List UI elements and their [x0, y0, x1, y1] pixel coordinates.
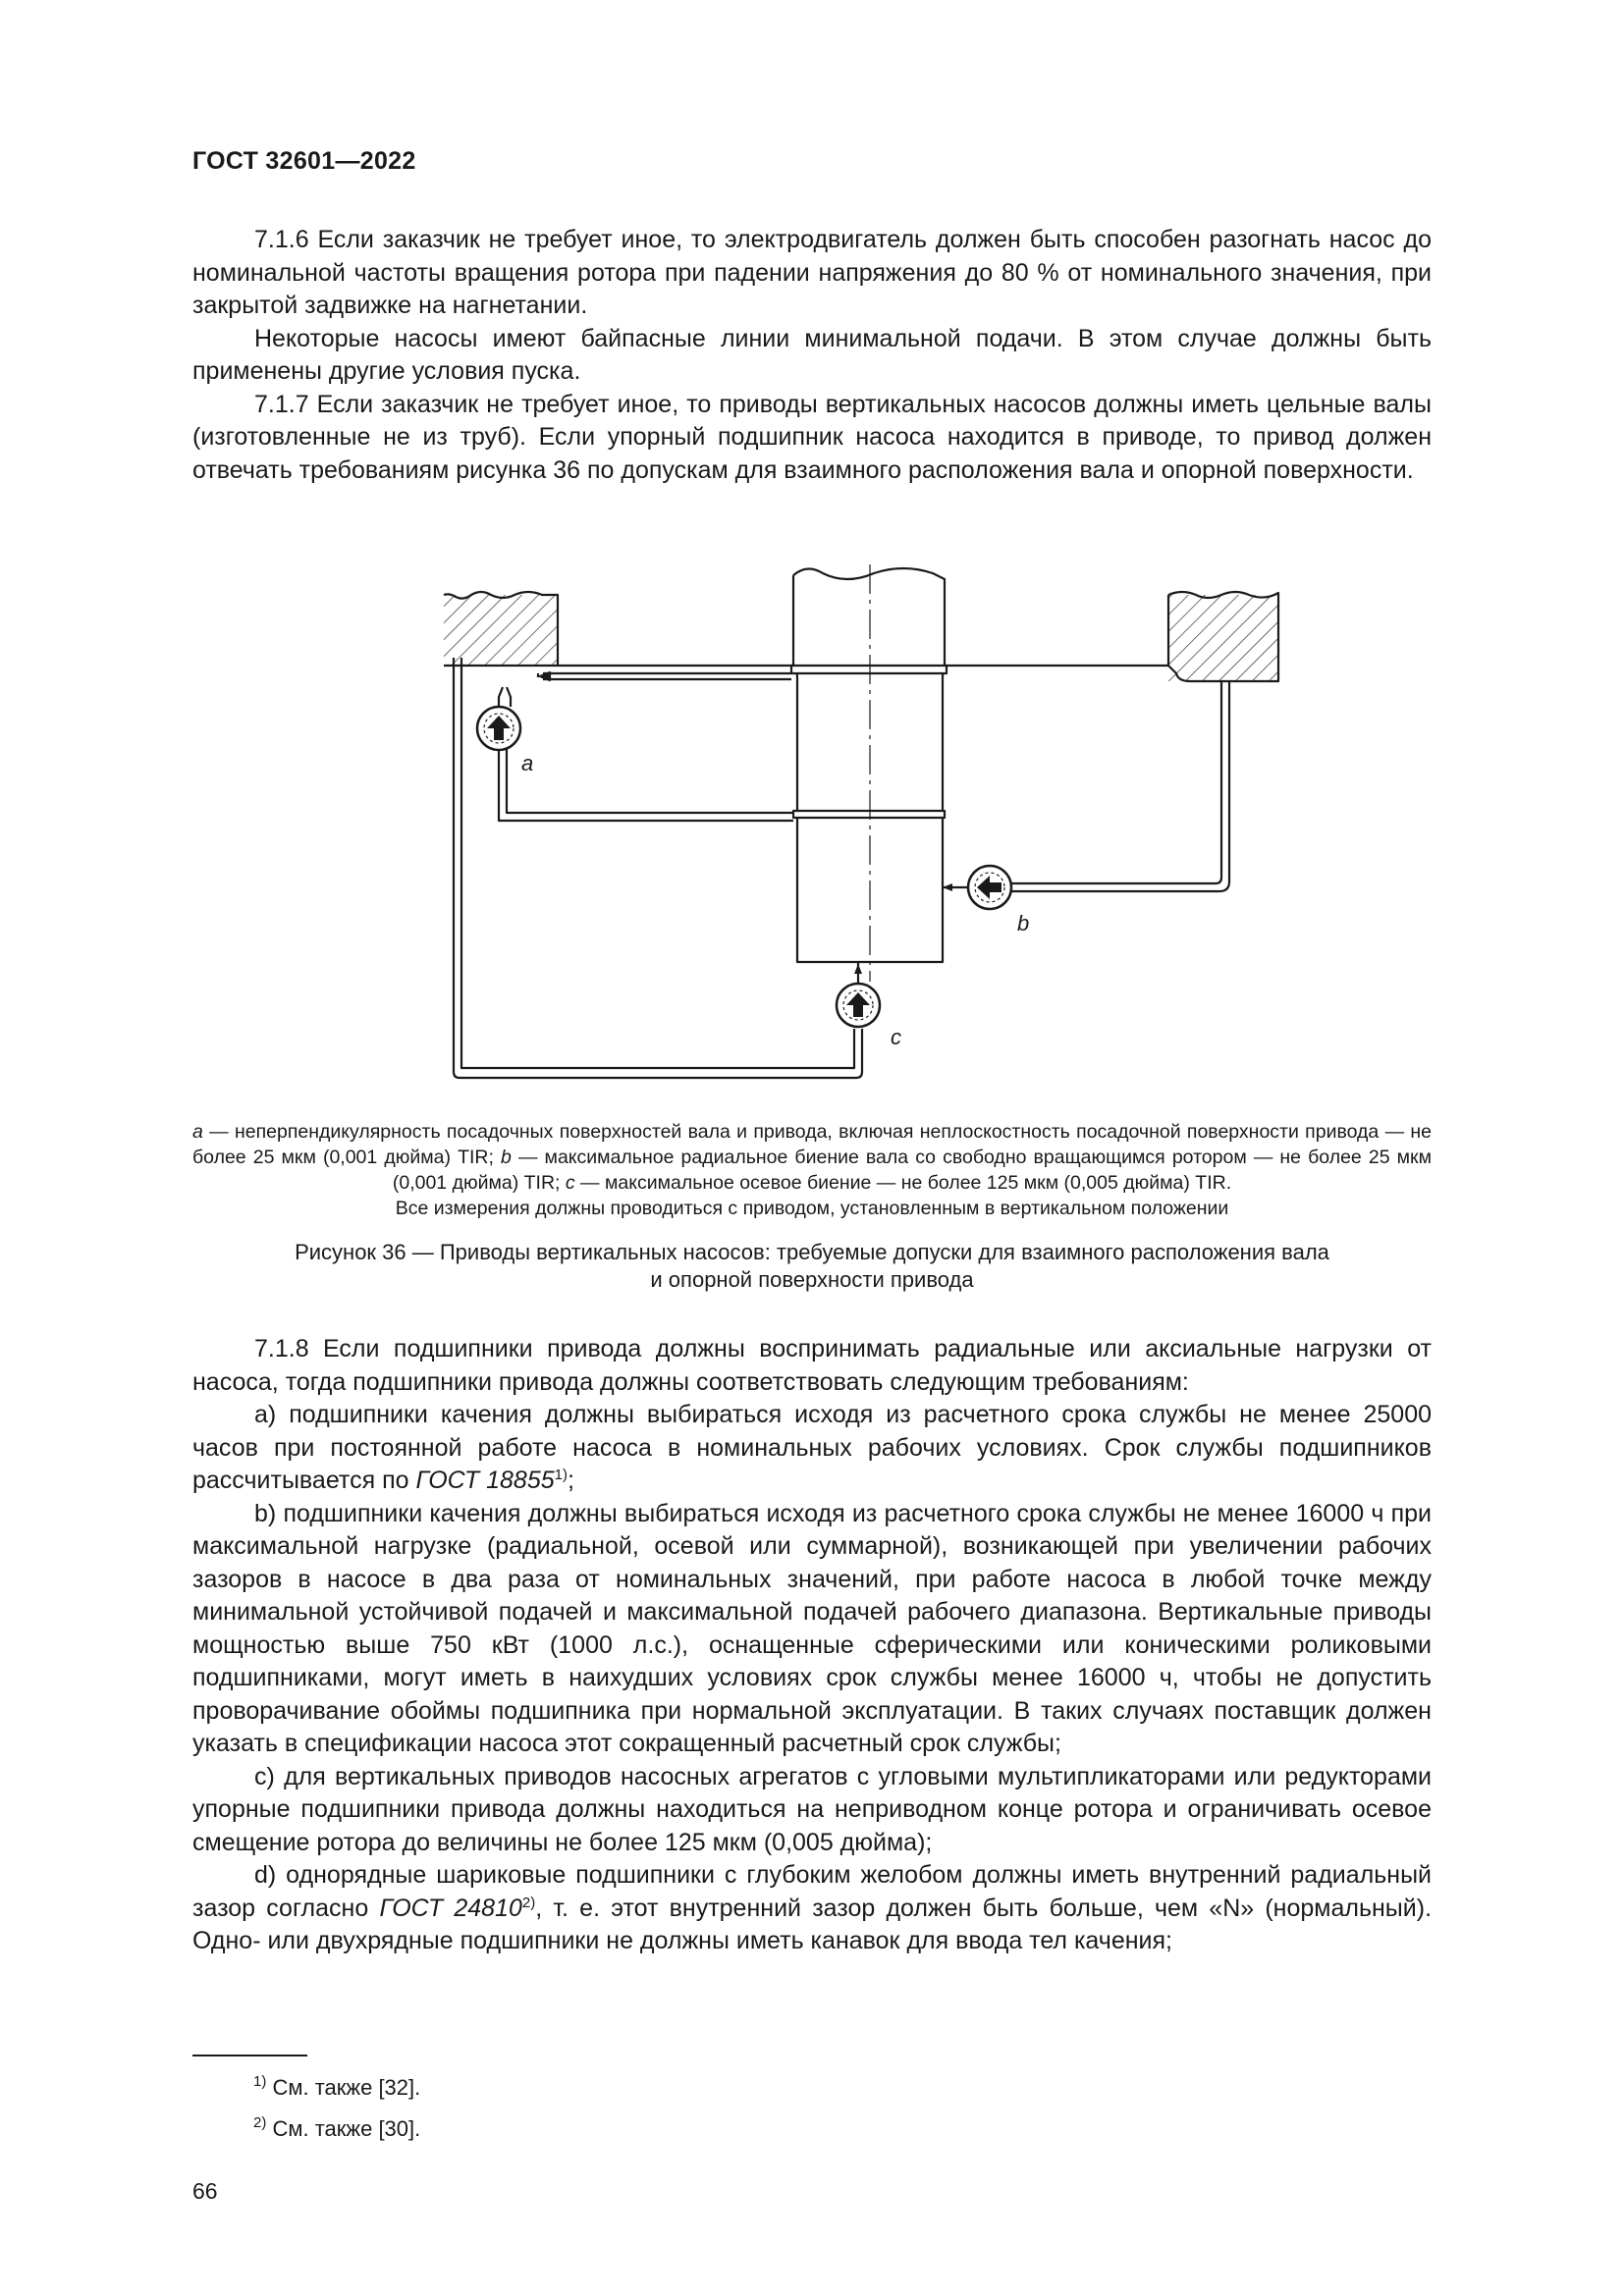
ref-gost-24810: ГОСТ 24810 [379, 1894, 522, 1922]
label-a: a [521, 751, 534, 775]
legend-note: Все измерения должны проводиться с приводом, установленным в вертикальном положении [395, 1198, 1229, 1219]
ref-gost-18855: ГОСТ 18855 [415, 1467, 555, 1494]
figure-36-diagram [422, 550, 1286, 1099]
label-b: b [1017, 911, 1030, 935]
section-7-1-8 [192, 1333, 1432, 1958]
figure-legend [192, 1119, 1432, 1221]
document-header: ГОСТ 32601—2022 [192, 147, 416, 175]
legend-text-b: — максимальное радиальное биение вала со свободно вращающимся ротором — не более 25 мкм (0,001 дюйма) TIR; [392, 1147, 1432, 1194]
footnote-1: $^{1)}$ См. также [32]. [253, 2073, 421, 2100]
gauge-a [477, 707, 520, 750]
caption-line-2: и опорной поверхности привода [650, 1267, 974, 1292]
gauge-b [968, 866, 1011, 909]
section-7-1-6-7-1-7 [192, 224, 1432, 487]
item-c: c) для вертикальных приводов насосных агрегатов с угловыми мультипликаторами или редукторами упорные подшипники привода должны находиться на неприводном конце ротора и ограничивать осевое смещение ротора до величины не более 125 мкм (0,005 дюйма); [192, 1762, 1432, 1856]
item-d: d) однорядные шариковые подшипники с глубоким желобом должны иметь внутренний радиальный зазор согласно ГОСТ 24810$^{2)}$, т. е. этот внутренний зазор должен быть больше, чем «N» (нормальный). Одно- или двухрядные подшипники не должны иметь канавок для ввода тел качения; [192, 1861, 1433, 1954]
legend-text-c: — максимальное осевое биение — не более 125 мкм (0,005 дюйма) TIR. [574, 1172, 1232, 1194]
paragraph-7-1-7: 7.1.7 Если заказчик не требует иное, то приводы вертикальных насосов должны иметь цельные валы (изготовленные не из труб). Если упорный подшипник насоса находится в приводе, то привод должен отвечать требованиям рисунка 36 по допускам для взаимного расположения вала и опорной поверхности. [192, 390, 1432, 484]
footnote-separator [192, 2055, 307, 2056]
footnote-ref-1: 1) [554, 1467, 568, 1483]
label-c: c [891, 1025, 901, 1049]
footnote-2: $^{2)}$ См. также [30]. [253, 2114, 421, 2141]
paragraph-7-1-8: 7.1.8 Если подшипники привода должны воспринимать радиальные или аксиальные нагрузки от насоса, тогда подшипники привода должны соответствовать следующим требованиям: [192, 1335, 1432, 1396]
left-mounting-flange [444, 595, 558, 666]
legend-text-a: — неперпендикулярность посадочных поверхностей вала и привода, включая неплоскостность посадочной поверхности привода — не более 25 мкм (0,001 дюйма) TIR; [192, 1121, 1432, 1168]
right-mounting-flange [1168, 595, 1278, 681]
page-number: 66 [192, 2178, 218, 2204]
legend-key-a: a [192, 1121, 203, 1143]
figure-caption [192, 1239, 1432, 1294]
gauge-c [837, 984, 880, 1027]
item-a: a) подшипники качения должны выбираться исходя из расчетного срока службы не менее 25000 часов при постоянной работе насоса в номинальных рабочих условиях. Срок службы подшипников рассчитывается по ГОСТ 18855$^{1)}$; [192, 1401, 1432, 1494]
legend-key-b: b [501, 1147, 512, 1168]
item-b: b) подшипники качения должны выбираться исходя из расчетного срока службы не менее 16000 ч при максимальной нагрузке (радиальной, осевой или суммарной), возникающей при увеличении рабочих зазоров в насосе в два раза от номинальных значений, при работе насоса в любой точке между минимальной устойчивой подачей и максимальной подачей рабочего диапазона. Вертикальные приводы мощностью выше 750 кВт (1000 л.с.), оснащенные сферическими или коническими роликовыми подшипниками, могут иметь в наихудших условиях срок службы менее 16000 ч, чтобы не допустить проворачивание обоймы подшипника при нормальной эксплуатации. В таких случаях поставщик должен указать в спецификации насоса этот сокращенный расчетный срок службы; [192, 1499, 1432, 1757]
legend-key-c: c [565, 1172, 575, 1194]
paragraph-7-1-6: 7.1.6 Если заказчик не требует иное, то электродвигатель должен быть способен разогнать насос до номинальной частоты вращения ротора при падении напряжения до 80 % от номинального значения, при закрытой задвижке на нагнетании. [192, 226, 1432, 319]
shaft [793, 568, 945, 666]
caption-line-1: Рисунок 36 — Приводы вертикальных насосов: требуемые допуски для взаимного расположения вала [295, 1240, 1329, 1264]
footnote-ref-2: 2) [521, 1894, 536, 1911]
paragraph-7-1-6-note: Некоторые насосы имеют байпасные линии минимальной подачи. В этом случае должны быть применены другие условия пуска. [192, 324, 1432, 385]
